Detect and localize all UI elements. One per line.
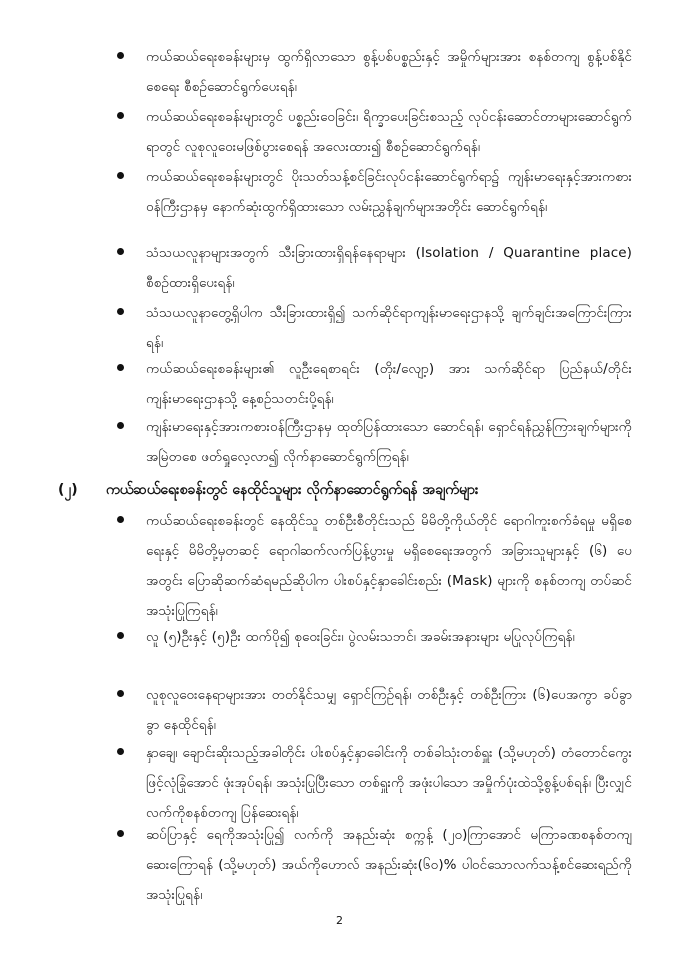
list-item-text: နှာချေ၊ ချောင်းဆိုးသည့်အခါတိုင်း ပါးစပ်နှင့်နှာခေါင်းကို တစ်ခါသုံးတစ်ရှူး (သို့မဟုတ်) တံတောင်ကွေးဖြင့်လုံခြုံအောင် ဖုံးအုပ်ရန်၊ အသုံးပြုပြီးသော တစ်ရှူးကို အဖုံးပါသော အမှိုက်ပုံးထဲသို့စွန့်ပစ်ရန်၊ ပြီးလျှင်လက်ကိုစနစ်တကျ ပြန်ဆေးရန်၊ (146, 745, 632, 821)
section-heading (0, 475, 679, 505)
bullet-icon (117, 516, 124, 523)
list-item-text: ကယ်ဆယ်ရေးစခန်းတွင် နေထိုင်သူ တစ်ဦးစီတိုင်းသည် မိမိတို့ကိုယ်တိုင် ရောဂါကူးစက်ခံရမှု မရှိစေရေးနှင့် မိမိတို့မှတဆင့် ရောဂါဆက်လက်ပြန့်ပွားမှု မရှိစေရေးအတွက် အခြားသူများနှင့် (၆) ပေအတွင်း ပြောဆိုဆက်ဆံရမည်ဆိုပါက ပါးစပ်နှင့်နှာခေါင်းစည်း (Mask) များကို စနစ်တကျ တပ်ဆင်အသုံးပြုကြရန်၊ (146, 513, 632, 619)
bullet-icon (117, 172, 124, 179)
list-item (0, 738, 679, 828)
list-item-text: သံသယလူနာတွေ့ရှိပါက သီးခြားထားရှိ၍ သက်ဆိုင်ရာကျန်းမာရေးဌာနသို့ ချက်ချင်းအကြောင်းကြားရန်၊ (146, 305, 632, 351)
bullet-icon (117, 422, 124, 429)
section-title: ကယ်ဆယ်ရေးစခန်းတွင် နေထိုင်သူများ လိုက်နာဆောင်ရွက်ရန် အချက်များ (106, 482, 479, 498)
list-item (0, 42, 679, 102)
list-item-text: ကျန်းမာရေးနှင့်အားကစားဝန်ကြီးဌာနမှ ထုတ်ပြန်ထားသော ဆောင်ရန်၊ ရှောင်ရန်ညွှန်ကြားချက်များကို အမြဲတစေ ဖတ်ရှုလေ့လာ၍ လိုက်နာဆောင်ရွက်ကြရန်၊ (146, 419, 632, 465)
list-item (0, 298, 679, 358)
list-item (0, 622, 679, 682)
list-item (0, 506, 679, 626)
list-item-text: ကယ်ဆယ်ရေးစခန်းများ၏ လူဦးရေစာရင်း (တိုး/လျော့) အား သက်ဆိုင်ရာ ပြည်နယ်/တိုင်းကျန်းမာရေးဌာနသို့ နေ့စဉ်သတင်းပို့ရန်၊ (146, 361, 632, 407)
bullet-icon (117, 52, 124, 59)
bullet-icon (117, 308, 124, 315)
list-item-text: လူ (၅)ဦးနှင့် (၅)ဦး ထက်ပို၍ စုဝေးခြင်း၊ ပွဲလမ်းသဘင်၊ အခမ်းအနားများ မပြုလုပ်ကြရန်၊ (146, 629, 575, 645)
list-item-text: ကယ်ဆယ်ရေးစခန်းများတွင် ပစ္စည်းဝေခြင်း၊ ရိက္ခာပေးခြင်းစသည့် လုပ်ငန်းဆောင်တာများဆောင်ရွက်ရာတွင် လူစုလူဝေးမဖြစ်ပွားစေရန် အလေးထား၍ စီစဉ်ဆောင်ရွက်ရန်၊ (146, 109, 632, 155)
list-item-text: လူစုလူဝေးနေရာများအား တတ်နိုင်သမျှ ရှောင်ကြဉ်ရန်၊ တစ်ဦးနှင့် တစ်ဦးကြား (၆)ပေအကွာ ခပ်ခွာခွာ နေထိုင်ရန်၊ (146, 687, 632, 733)
list-item (0, 354, 679, 414)
bullet-icon (117, 748, 124, 755)
bullet-icon (117, 690, 124, 697)
list-item (0, 680, 679, 740)
section-number: (၂) (58, 482, 78, 498)
bullet-icon (117, 830, 124, 837)
bullet-icon (117, 632, 124, 639)
list-item (0, 238, 679, 298)
bullet-icon (117, 112, 124, 119)
list-item-text: သံသယလူနာများအတွက် သီးခြားထားရှိရန်နေရာများ (Isolation / Quarantine place) စီစဉ်ထားရှိပေးရန်၊ (146, 245, 632, 291)
page-number: 2 (336, 914, 343, 927)
list-item-text: ကယ်ဆယ်ရေးစခန်းများတွင် ပိုးသတ်သန့်စင်ခြင်းလုပ်ငန်းဆောင်ရွက်ရာ၌ ကျန်းမာရေးနှင့်အားကစားဝန်ကြီးဌာနမှ နောက်ဆုံးထွက်ရှိထားသော လမ်းညွှန်ချက်များအတိုင်း ဆောင်ရွက်ရန်၊ (146, 169, 632, 215)
list-item (0, 820, 679, 910)
list-item (0, 412, 679, 472)
list-item-text: ဆပ်ပြာနှင့် ရေကိုအသုံးပြု၍ လက်ကို အနည်းဆုံး စက္ကန့် (၂၀)ကြာအောင် မကြာခဏစနစ်တကျ ဆေးကြောရန် (သို့မဟုတ်) အယ်ကိုဟောလ် အနည်းဆုံး(၆၀)% ပါဝင်သောလက်သန့်စင်ဆေးရည်ကို အသုံးပြုရန်၊ (146, 827, 632, 903)
bullet-icon (117, 248, 124, 255)
bullet-icon (117, 364, 124, 371)
list-item-text: ကယ်ဆယ်ရေးစခန်းများမှ ထွက်ရှိလာသော စွန့်ပစ်ပစ္စည်းနှင့် အမှိုက်များအား စနစ်တကျ စွန့်ပစ်နိုင်စေရေး စီစဉ်ဆောင်ရွက်ပေးရန်၊ (146, 49, 632, 95)
list-item (0, 102, 679, 162)
